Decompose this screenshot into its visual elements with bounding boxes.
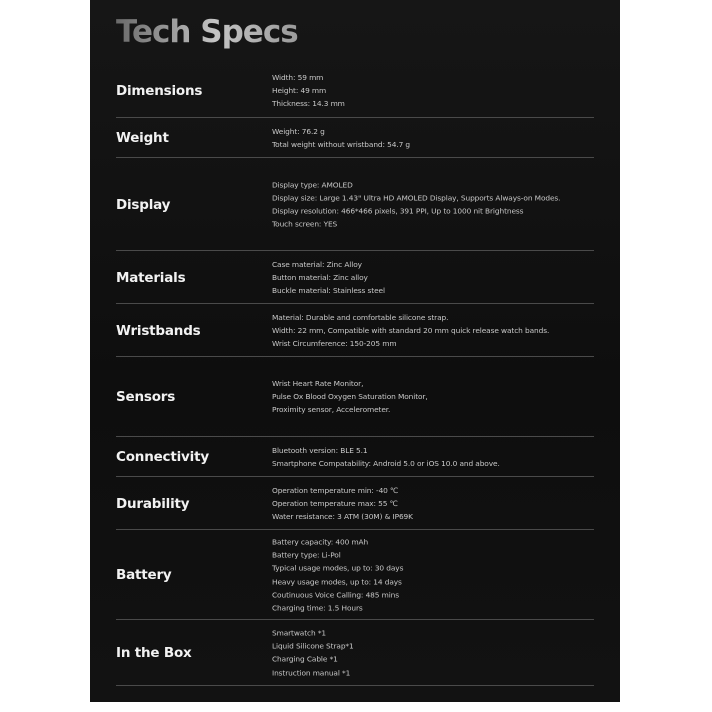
spec-section-connectivity <box>116 437 594 477</box>
spec-section-materials <box>116 251 594 304</box>
spec-line: Material: Durable and comfortable silicone strap. <box>272 312 449 322</box>
spec-section-durability <box>116 477 594 530</box>
spec-line: Coutinuous Voice Calling: 485 mins <box>272 590 400 600</box>
page-title: Tech Specs <box>116 14 298 50</box>
spec-lines <box>272 627 592 680</box>
spec-section-title: Display <box>116 196 171 213</box>
spec-line: Water resistance: 3 ATM (30M) & IP69K <box>272 512 413 522</box>
spec-lines <box>272 535 592 614</box>
spec-section-wristbands <box>116 304 594 357</box>
spec-line: Display resolution: 466*466 pixels, 391 PPI, Up to 1000 nit Brightness <box>272 206 524 216</box>
spec-section-title: Connectivity <box>116 449 209 465</box>
spec-line: Proximity sensor, Accelerometer. <box>272 405 391 415</box>
spec-section-title: Battery <box>116 567 172 583</box>
spec-line: Wrist Circumference: 150-205 mm <box>272 339 397 349</box>
spec-section-in-the-box <box>116 620 594 686</box>
spec-line: Charging time: 1.5 Hours <box>272 603 363 613</box>
spec-section-display <box>116 158 594 251</box>
spec-section-title: Dimensions <box>116 83 203 99</box>
spec-line: Height: 49 mm <box>272 86 327 96</box>
spec-line: Heavy usage modes, up to: 14 days <box>272 577 402 586</box>
spec-lines <box>272 178 592 231</box>
spec-section-dimensions <box>116 64 594 118</box>
spec-lines <box>272 125 592 151</box>
spec-line: Battery type: Li-Pol <box>272 550 341 560</box>
spec-line: Smartwatch *1 <box>272 628 327 638</box>
spec-line: Battery capacity: 400 mAh <box>272 537 369 547</box>
spec-section-title: Weight <box>116 130 169 146</box>
spec-line: Width: 22 mm, Compatible with standard 20 mm quick release watch bands. <box>272 325 550 335</box>
spec-line: Wrist Heart Rate Monitor, <box>272 379 364 389</box>
spec-line: Display size: Large 1.43" Ultra HD AMOLED Display, Supports Always-on Modes. <box>272 193 561 203</box>
spec-line: Instruction manual *1 <box>272 668 351 678</box>
spec-line: Weight: 76.2 g <box>272 126 325 136</box>
spec-line: Smartphone Compatability: Android 5.0 or iOS 10.0 and above. <box>272 459 500 468</box>
spec-section-title: In the Box <box>116 645 192 661</box>
spec-lines <box>272 258 592 298</box>
spec-section-battery <box>116 530 594 620</box>
tech-specs-panel <box>90 0 620 702</box>
spec-lines <box>272 484 592 524</box>
spec-line: Touch screen: YES <box>272 219 338 229</box>
spec-section-sensors <box>116 357 594 437</box>
spec-line: Bluetooth version: BLE 5.1 <box>272 445 368 455</box>
spec-section-title: Wristbands <box>116 322 201 339</box>
section-divider <box>116 685 594 686</box>
spec-section-title: Durability <box>116 495 190 512</box>
spec-line: Display type: AMOLED <box>272 180 353 190</box>
spec-line: Operation temperature min: -40 ℃ <box>272 485 399 495</box>
spec-line: Thickness: 14.3 mm <box>272 99 345 109</box>
spec-lines <box>272 311 592 351</box>
spec-line: Operation temperature max: 55 ℃ <box>272 498 398 508</box>
spec-section-title: Materials <box>116 269 186 286</box>
spec-line: Buckle material: Stainless steel <box>272 286 385 296</box>
spec-line: Charging Cable *1 <box>272 655 338 664</box>
spec-line: Width: 59 mm <box>272 73 324 83</box>
spec-line: Liquid Silicone Strap*1 <box>272 641 354 651</box>
spec-line: Case material: Zinc Alloy <box>272 259 362 269</box>
spec-line: Total weight without wristband: 54.7 g <box>272 140 411 149</box>
spec-line: Pulse Ox Blood Oxygen Saturation Monitor, <box>272 392 428 402</box>
spec-lines <box>272 377 592 417</box>
spec-section-weight <box>116 118 594 158</box>
spec-lines <box>272 444 592 470</box>
spec-lines <box>272 71 592 111</box>
spec-line: Typical usage modes, up to: 30 days <box>272 563 404 573</box>
spec-section-title: Sensors <box>116 389 176 405</box>
spec-line: Button material: Zinc alloy <box>272 272 368 282</box>
